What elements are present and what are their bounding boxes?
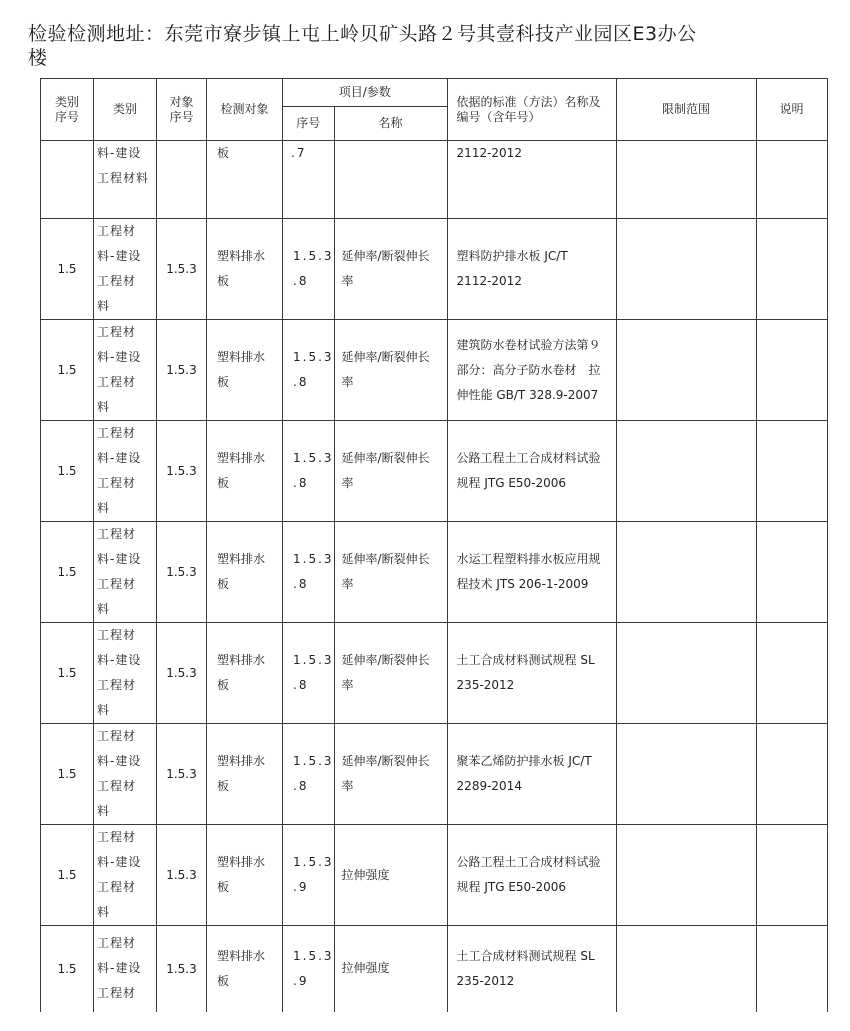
object-cell: 塑料排水 板 xyxy=(207,926,283,1012)
col-header-item-name: 名称 xyxy=(334,107,447,141)
category-code-cell: 1.5 xyxy=(41,623,94,724)
category-code-cell: 1.5 xyxy=(41,522,94,623)
object-cell: 塑料排水 板 xyxy=(207,522,283,623)
limit-cell xyxy=(616,623,756,724)
object-cell: 塑料排水 板 xyxy=(207,724,283,825)
limit-cell xyxy=(616,219,756,320)
object-code-cell: 1.5.3 xyxy=(157,926,207,1012)
note-cell xyxy=(756,421,827,522)
item-name-cell: 延伸率/断裂伸长 率 xyxy=(334,219,447,320)
category-cell: 工程材 料-建设 工程材 料 xyxy=(94,421,157,522)
standard-cell: 塑料防护排水板 JC/T 2112-2012 xyxy=(447,219,616,320)
col-header-category: 类别 xyxy=(94,79,157,141)
object-code-cell xyxy=(157,141,207,219)
standard-cell: 公路工程土工合成材料试验 规程 JTG E50-2006 xyxy=(447,825,616,926)
item-seq-cell: 1.5.3 .8 xyxy=(283,724,335,825)
standard-cell: 水运工程塑料排水板应用规 程技术 JTS 206-1-2009 xyxy=(447,522,616,623)
col-header-standard: 依据的标准（方法）名称及 编号（含年号） xyxy=(447,79,616,141)
note-cell xyxy=(756,219,827,320)
col-header-category-code: 类别 序号 xyxy=(41,79,94,141)
table-row xyxy=(41,724,828,825)
object-cell: 板 xyxy=(207,141,283,219)
category-cell: 工程材 料-建设 工程材 料 xyxy=(94,724,157,825)
table-row xyxy=(41,320,828,421)
item-name-cell: 延伸率/断裂伸长 率 xyxy=(334,522,447,623)
lab-address-line-2: 楼 xyxy=(28,47,48,69)
object-code-cell: 1.5.3 xyxy=(157,219,207,320)
col-header-object-code: 对象 序号 xyxy=(157,79,207,141)
col-header-item-param: 项目/参数 xyxy=(283,79,448,107)
table-row xyxy=(41,623,828,724)
category-cell: 工程材 料-建设 工程材 料 xyxy=(94,522,157,623)
limit-cell xyxy=(616,141,756,219)
item-seq-cell: .7 xyxy=(283,141,335,219)
table-row xyxy=(41,926,828,1012)
item-name-cell: 延伸率/断裂伸长 率 xyxy=(334,320,447,421)
category-code-cell: 1.5 xyxy=(41,320,94,421)
item-name-cell: 拉伸强度 xyxy=(334,825,447,926)
item-seq-cell: 1.5.3 .9 xyxy=(283,825,335,926)
object-code-cell: 1.5.3 xyxy=(157,320,207,421)
category-code-cell: 1.5 xyxy=(41,825,94,926)
item-name-cell: 延伸率/断裂伸长 率 xyxy=(334,623,447,724)
note-cell xyxy=(756,926,827,1012)
standard-cell: 土工合成材料测试规程 SL 235-2012 xyxy=(447,623,616,724)
table-row xyxy=(41,522,828,623)
table-row xyxy=(41,825,828,926)
object-cell: 塑料排水 板 xyxy=(207,825,283,926)
col-header-object: 检测对象 xyxy=(207,79,283,141)
category-code-cell: 1.5 xyxy=(41,926,94,1012)
category-code-cell: 1.5 xyxy=(41,421,94,522)
item-name-cell xyxy=(334,141,447,219)
category-code-cell: 1.5 xyxy=(41,724,94,825)
lab-address-line-1: 检验检测地址：东莞市寮步镇上屯上岭贝矿头路２号其壹科技产业园区E3办公 xyxy=(28,23,697,45)
item-name-cell: 拉伸强度 xyxy=(334,926,447,1012)
limit-cell xyxy=(616,825,756,926)
category-cell: 工程材 料-建设 工程材 料 xyxy=(94,219,157,320)
item-seq-cell: 1.5.3 .8 xyxy=(283,522,335,623)
lab-address xyxy=(28,22,828,70)
category-cell: 工程材 料-建设 工程材 料 xyxy=(94,825,157,926)
limit-cell xyxy=(616,522,756,623)
col-header-item-seq: 序号 xyxy=(283,107,335,141)
object-code-cell: 1.5.3 xyxy=(157,724,207,825)
category-cell: 工程材 料-建设 工程材 xyxy=(94,926,157,1012)
item-seq-cell: 1.5.3 .9 xyxy=(283,926,335,1012)
table-row xyxy=(41,421,828,522)
limit-cell xyxy=(616,724,756,825)
object-cell: 塑料排水 板 xyxy=(207,421,283,522)
category-cell: 料-建设 工程材料 xyxy=(94,141,157,219)
note-cell xyxy=(756,141,827,219)
standard-cell: 土工合成材料测试规程 SL 235-2012 xyxy=(447,926,616,1012)
object-code-cell: 1.5.3 xyxy=(157,421,207,522)
object-code-cell: 1.5.3 xyxy=(157,623,207,724)
note-cell xyxy=(756,320,827,421)
category-code-cell xyxy=(41,141,94,219)
col-header-limit: 限制范围 xyxy=(616,79,756,141)
limit-cell xyxy=(616,421,756,522)
note-cell xyxy=(756,623,827,724)
standard-cell: 2112-2012 xyxy=(447,141,616,219)
object-cell: 塑料排水 板 xyxy=(207,623,283,724)
standard-cell: 建筑防水卷材试验方法第９ 部分：高分子防水卷材 拉 伸性能 GB/T 328.9-2007 xyxy=(447,320,616,421)
standard-cell: 聚苯乙烯防护排水板 JC/T 2289-2014 xyxy=(447,724,616,825)
object-cell: 塑料排水 板 xyxy=(207,320,283,421)
item-seq-cell: 1.5.3 .8 xyxy=(283,219,335,320)
accreditation-scope-table xyxy=(40,78,828,1012)
item-seq-cell: 1.5.3 .8 xyxy=(283,421,335,522)
table-body xyxy=(41,141,828,1012)
object-code-cell: 1.5.3 xyxy=(157,825,207,926)
table-row xyxy=(41,219,828,320)
item-name-cell: 延伸率/断裂伸长 率 xyxy=(334,724,447,825)
note-cell xyxy=(756,724,827,825)
item-name-cell: 延伸率/断裂伸长 率 xyxy=(334,421,447,522)
standard-cell: 公路工程土工合成材料试验 规程 JTG E50-2006 xyxy=(447,421,616,522)
object-code-cell: 1.5.3 xyxy=(157,522,207,623)
object-cell: 塑料排水 板 xyxy=(207,219,283,320)
note-cell xyxy=(756,825,827,926)
category-code-cell: 1.5 xyxy=(41,219,94,320)
item-seq-cell: 1.5.3 .8 xyxy=(283,623,335,724)
category-cell: 工程材 料-建设 工程材 料 xyxy=(94,320,157,421)
limit-cell xyxy=(616,320,756,421)
limit-cell xyxy=(616,926,756,1012)
note-cell xyxy=(756,522,827,623)
col-header-note: 说明 xyxy=(756,79,827,141)
table-row xyxy=(41,141,828,219)
item-seq-cell: 1.5.3 .8 xyxy=(283,320,335,421)
category-cell: 工程材 料-建设 工程材 料 xyxy=(94,623,157,724)
